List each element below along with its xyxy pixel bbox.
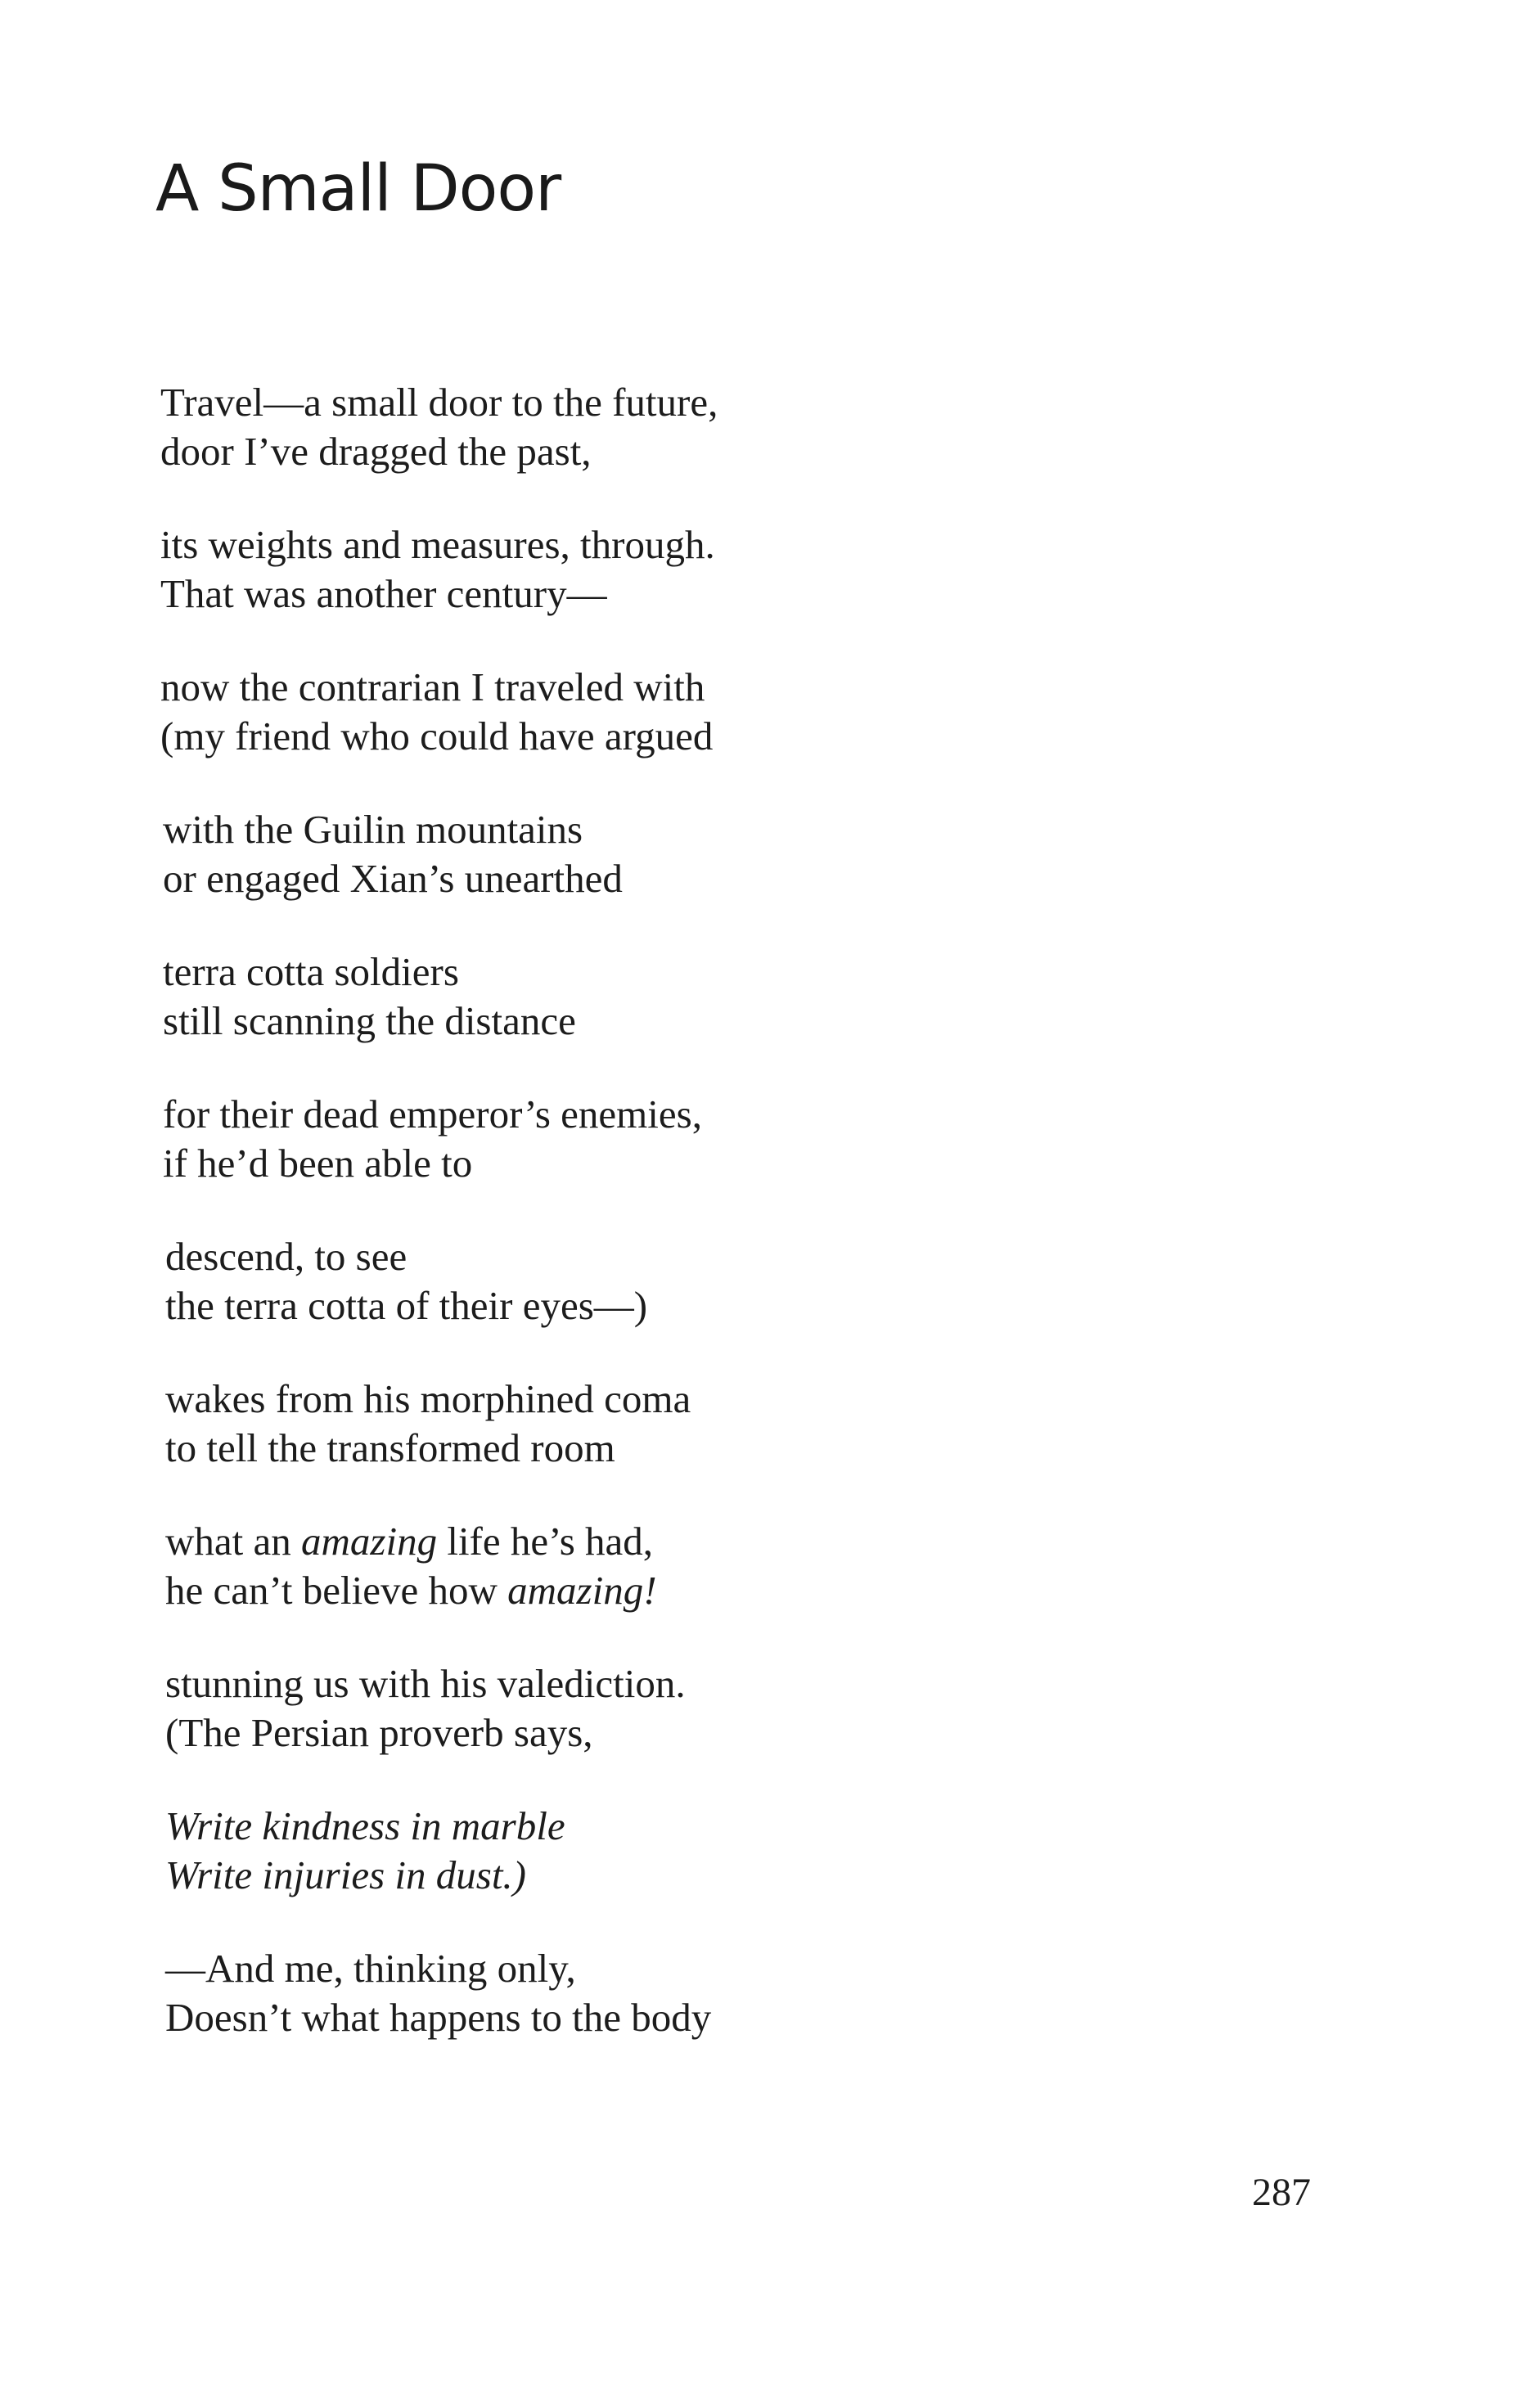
stanza-6 — [160, 1090, 1224, 1188]
emphasized-word: amazing! — [507, 1568, 657, 1613]
poem-line: descend, to see — [165, 1234, 408, 1279]
proverb-line: Write injuries in dust.) — [165, 1852, 526, 1897]
stanza-1 — [160, 378, 1224, 476]
emphasized-word: amazing — [301, 1519, 438, 1564]
poem-line: —And me, thinking only, — [165, 1946, 576, 1991]
poem-line: now the contrarian I traveled with — [160, 664, 705, 709]
line-text: what an — [165, 1519, 301, 1564]
poem-line: if he’d been able to — [163, 1141, 473, 1186]
poem-line — [160, 1566, 1224, 1615]
poem-line — [160, 1517, 1224, 1566]
poem-line: That was another century— — [160, 571, 607, 616]
stanza-4 — [160, 805, 1224, 903]
poem-line: or engaged Xian’s unearthed — [163, 856, 623, 901]
poem-body — [160, 378, 1224, 2086]
poem-line: still scanning the distance — [163, 998, 576, 1043]
proverb-line: Write kindness in marble — [165, 1803, 565, 1848]
stanza-11 — [160, 1802, 1224, 1900]
poem-line: (The Persian proverb says, — [165, 1710, 593, 1755]
poem-line: (my friend who could have argued — [160, 713, 714, 758]
poem-line: stunning us with his valediction. — [165, 1661, 686, 1706]
stanza-12 — [160, 1944, 1224, 2042]
stanza-3 — [160, 663, 1224, 761]
poem-line: with the Guilin mountains — [163, 807, 583, 852]
poem-line: door I’ve dragged the past, — [160, 429, 592, 474]
poem-line: its weights and measures, through. — [160, 522, 715, 567]
stanza-7 — [160, 1232, 1224, 1330]
poem-title: A Small Door — [155, 152, 561, 226]
line-text: he can’t believe how — [165, 1568, 508, 1613]
stanza-5 — [160, 947, 1224, 1046]
page-number: 287 — [1252, 2171, 1311, 2214]
poem-line: Travel—a small door to the future, — [160, 380, 718, 425]
poem-line: for their dead emperor’s enemies, — [163, 1091, 702, 1136]
poem-line: terra cotta soldiers — [163, 949, 459, 994]
stanza-8 — [160, 1375, 1224, 1473]
poem-line: the terra cotta of their eyes—) — [165, 1283, 648, 1328]
poem-line: to tell the transformed room — [165, 1425, 615, 1470]
poem-line: Doesn’t what happens to the body — [165, 1995, 712, 2040]
stanza-9 — [160, 1517, 1224, 1615]
line-text: life he’s had, — [437, 1519, 654, 1564]
stanza-10 — [160, 1659, 1224, 1758]
stanza-2 — [160, 520, 1224, 619]
poem-line: wakes from his morphined coma — [165, 1376, 691, 1421]
